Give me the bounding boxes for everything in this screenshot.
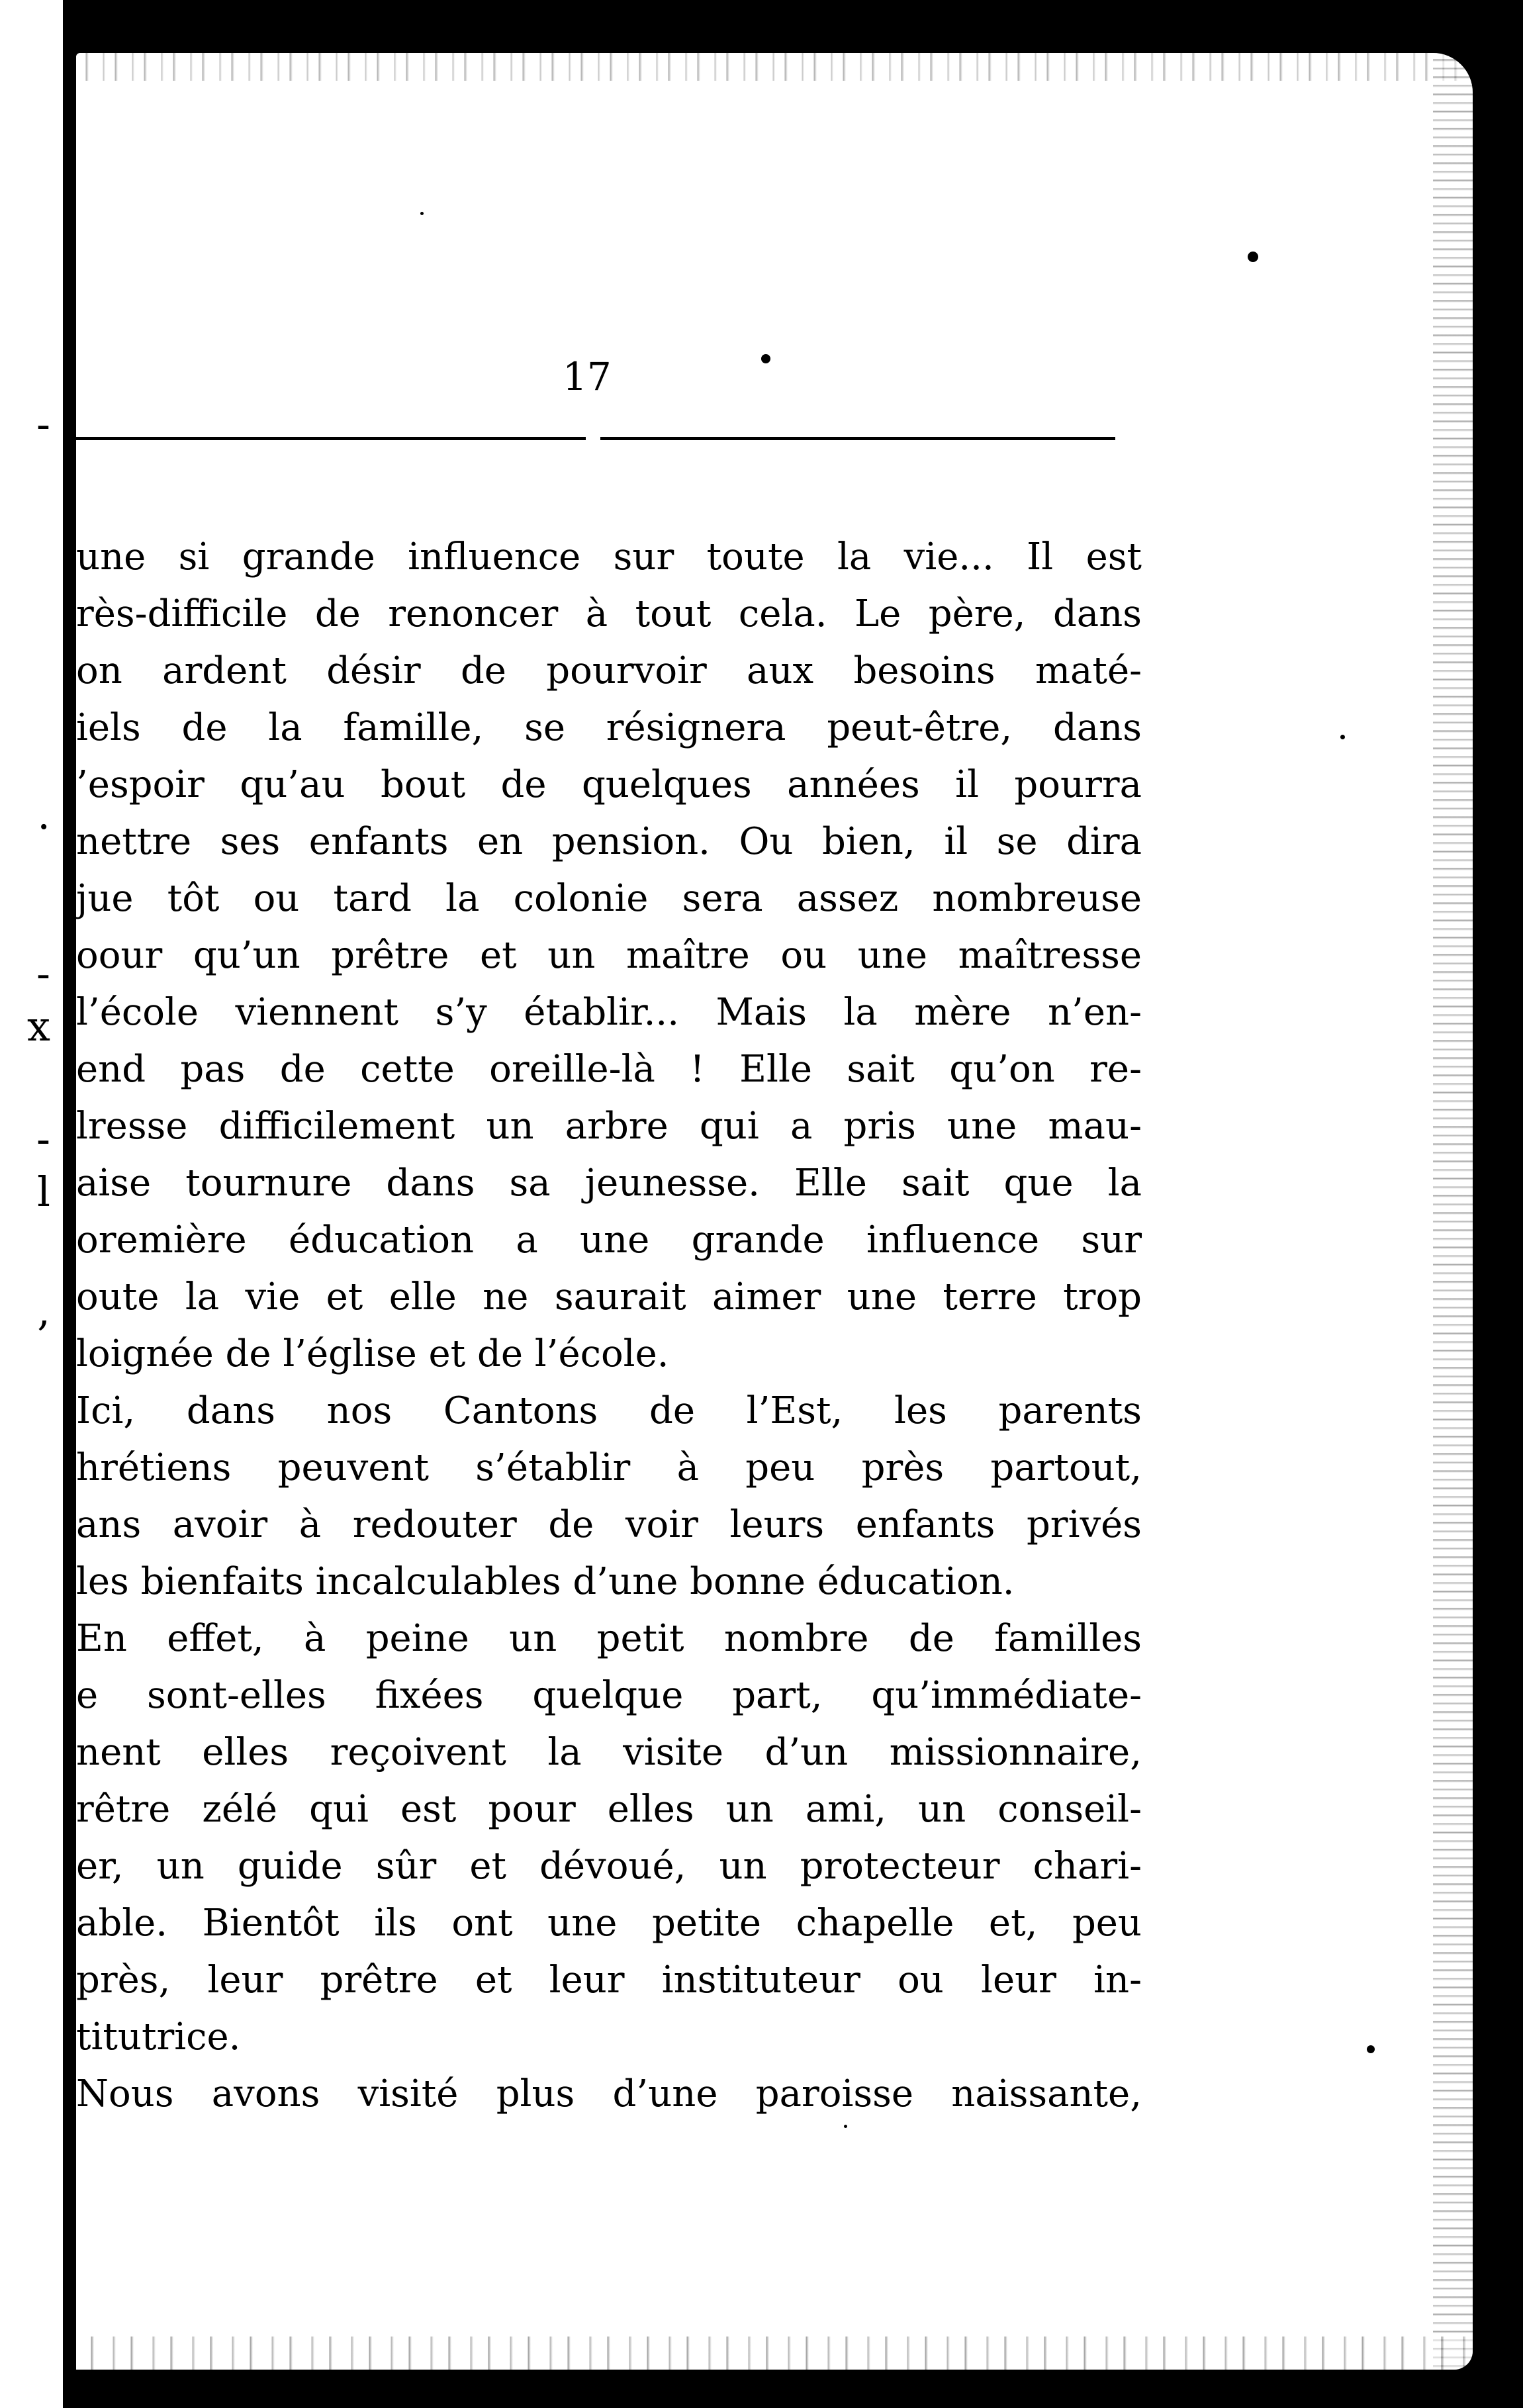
margin-mark: - [36, 1115, 50, 1163]
text-line: Ici, dans nos Cantons de l’Est, les parents [76, 1389, 1142, 1432]
text-line: end pas de cette oreille-là ! Elle sait qu’on re- [76, 1048, 1142, 1091]
page-edge-bottom [76, 2337, 1473, 2370]
ink-speck [1367, 2045, 1375, 2053]
margin-mark: l [37, 1168, 50, 1216]
text-line: hrétiens peuvent s’établir à peu près partout, [76, 1446, 1142, 1489]
text-line: près, leur prêtre et leur instituteur ou leur in- [76, 1959, 1142, 2002]
text-line: ans avoir à redouter de voir leurs enfants privés [76, 1503, 1142, 1546]
text-line: l’école viennent s’y établir... Mais la mère n’en- [76, 991, 1142, 1034]
page-edge-top [76, 53, 1473, 81]
text-line: jue tôt ou tard la colonie sera assez nombreuse [76, 877, 1142, 920]
header-rule-break [586, 436, 600, 441]
text-line: rès-difficile de renoncer à tout cela. Le père, dans [76, 592, 1142, 635]
text-line: on ardent désir de pourvoir aux besoins maté- [76, 649, 1142, 692]
ink-speck [1248, 252, 1258, 262]
text-line: oremière éducation a une grande influence sur [76, 1219, 1142, 1262]
text-line: loignée de l’église et de l’école. [76, 1332, 669, 1375]
page-number: 17 [563, 354, 612, 399]
margin-mark: . [37, 790, 50, 839]
text-line: lresse difficilement un arbre qui a pris une mau- [76, 1105, 1142, 1148]
text-line: titutrice. [76, 2015, 241, 2059]
text-line: les bienfaits incalculables d’une bonne éducation. [76, 1560, 1015, 1603]
text-line: aise tournure dans sa jeunesse. Elle sait que la [76, 1162, 1142, 1205]
text-line: nettre ses enfants en pension. Ou bien, il se dira [76, 820, 1142, 863]
ink-speck [844, 2125, 847, 2128]
text-line: En effet, à peine un petit nombre de familles [76, 1617, 1142, 1660]
text-line: oute la vie et elle ne saurait aimer une terre trop [76, 1275, 1142, 1319]
book-page [76, 53, 1473, 2370]
text-line: able. Bientôt ils ont une petite chapelle et, peu [76, 1902, 1142, 1945]
ink-speck [420, 212, 424, 215]
text-line: Nous avons visité plus d’une paroisse naissante, [76, 2072, 1142, 2115]
ink-speck [761, 354, 770, 363]
text-line: er, un guide sûr et dévoué, un protecteur chari- [76, 1845, 1142, 1888]
text-line: e sont-elles fixées quelque part, qu’immédiate- [76, 1674, 1142, 1717]
text-line: iels de la famille, se résignera peut-être, dans [76, 706, 1142, 749]
text-line: nent elles reçoivent la visite d’un missionnaire, [76, 1731, 1142, 1774]
text-line: oour qu’un prêtre et un maître ou une maîtresse [76, 934, 1142, 977]
text-line: rêtre zélé qui est pour elles un ami, un conseil- [76, 1788, 1142, 1831]
text-line: ’espoir qu’au bout de quelques années il pourra [76, 763, 1142, 806]
page-edge-right [1433, 53, 1473, 2370]
margin-mark: - [36, 400, 50, 448]
adjacent-page-strip [0, 0, 66, 2408]
margin-mark: - [36, 949, 50, 997]
margin-mark: x [27, 1002, 50, 1050]
ink-speck [1340, 735, 1345, 739]
text-line: une si grande influence sur toute la vie... Il est [76, 535, 1142, 579]
margin-mark: , [37, 1287, 50, 1335]
